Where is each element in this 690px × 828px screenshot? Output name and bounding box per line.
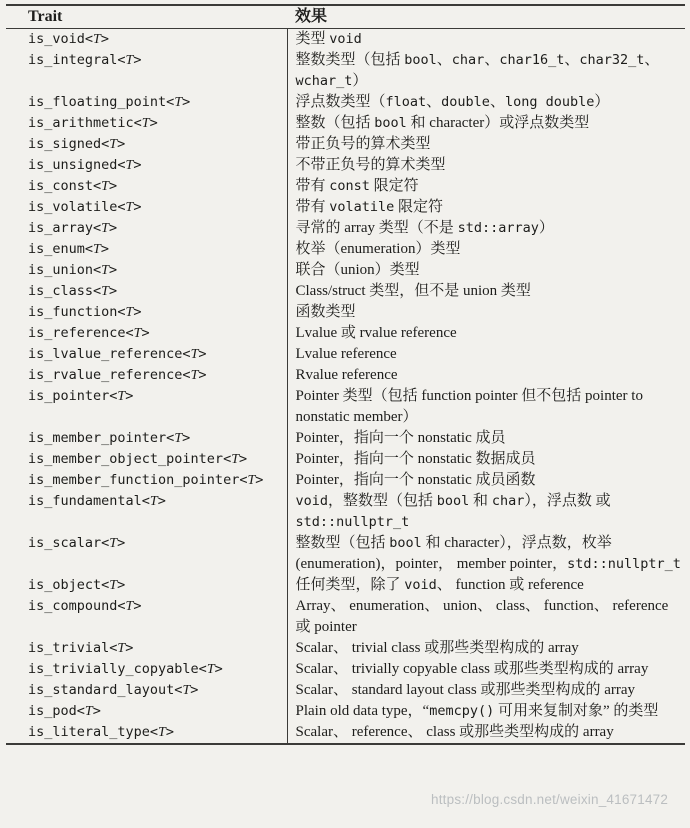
trait-cell: is_const<T>: [28, 178, 118, 194]
table-row: [6, 722, 685, 744]
trait-cell: is_member_function_pointer<T>: [28, 472, 264, 488]
effect-cell: 整数类型（包括 bool、char、char16_t、char32_t、wchar_t）: [287, 50, 685, 92]
table-header-row: [6, 5, 685, 29]
table-row: [6, 386, 685, 428]
trait-cell: is_class<T>: [28, 283, 118, 299]
table-row: [6, 344, 685, 365]
effect-cell: Scalar、 reference、 class 或那些类型构成的 array: [287, 722, 685, 744]
table-row: [6, 659, 685, 680]
trait-cell: is_rvalue_reference<T>: [28, 367, 207, 383]
type-traits-table: [6, 4, 685, 745]
table-row: [6, 134, 685, 155]
effect-cell: Lvalue 或 rvalue reference: [287, 323, 685, 344]
table-row: [6, 596, 685, 638]
effect-cell: 整数型（包括 bool 和 character），浮点数，枚举 (enumeration)，pointer， member pointer，std::nullptr_t: [287, 533, 685, 575]
table-row: [6, 239, 685, 260]
trait-cell: is_trivially_copyable<T>: [28, 661, 223, 677]
trait-cell: is_pointer<T>: [28, 388, 134, 404]
table-row: [6, 428, 685, 449]
trait-cell: is_unsigned<T>: [28, 157, 142, 173]
table-row: [6, 176, 685, 197]
effect-cell: 带有 const 限定符: [287, 176, 685, 197]
effect-cell: 枚举（enumeration）类型: [287, 239, 685, 260]
table-row: [6, 449, 685, 470]
effect-cell: Plain old data type，“memcpy() 可用来复制对象” 的类型: [287, 701, 685, 722]
csdn-watermark: https://blog.csdn.net/weixin_41671472: [431, 792, 669, 807]
trait-cell: is_floating_point<T>: [28, 94, 191, 110]
trait-cell: is_integral<T>: [28, 52, 142, 68]
effect-cell: 类型 void: [287, 29, 685, 51]
table-row: [6, 638, 685, 659]
trait-cell: is_trivial<T>: [28, 640, 134, 656]
trait-cell: is_fundamental<T>: [28, 493, 166, 509]
effect-cell: Class/struct 类型，但不是 union 类型: [287, 281, 685, 302]
table-row: [6, 491, 685, 533]
effect-cell: 不带正负号的算术类型: [287, 155, 685, 176]
trait-cell: is_enum<T>: [28, 241, 109, 257]
effect-cell: Array、 enumeration、 union、 class、 function、 reference 或 pointer: [287, 596, 685, 638]
trait-cell: is_pod<T>: [28, 703, 101, 719]
effect-cell: 整数（包括 bool 和 character）或浮点数类型: [287, 113, 685, 134]
trait-cell: is_reference<T>: [28, 325, 150, 341]
trait-cell: is_object<T>: [28, 577, 126, 593]
trait-cell: is_scalar<T>: [28, 535, 126, 551]
column-header-effect: 效果: [287, 5, 685, 29]
effect-cell: Pointer 类型（包括 function pointer 但不包括 pointer to nonstatic member）: [287, 386, 685, 428]
effect-cell: Pointer，指向一个 nonstatic 数据成员: [287, 449, 685, 470]
table-row: [6, 575, 685, 596]
effect-cell: Rvalue reference: [287, 365, 685, 386]
trait-cell: is_member_pointer<T>: [28, 430, 191, 446]
effect-cell: 函数类型: [287, 302, 685, 323]
trait-cell: is_lvalue_reference<T>: [28, 346, 207, 362]
effect-cell: 寻常的 array 类型（不是 std::array）: [287, 218, 685, 239]
effect-cell: 带有 volatile 限定符: [287, 197, 685, 218]
table-row: [6, 113, 685, 134]
table-row: [6, 92, 685, 113]
table-row: [6, 155, 685, 176]
trait-cell: is_literal_type<T>: [28, 724, 174, 740]
effect-cell: Scalar、 trivial class 或那些类型构成的 array: [287, 638, 685, 659]
trait-cell: is_arithmetic<T>: [28, 115, 158, 131]
table-row: [6, 365, 685, 386]
table-row: [6, 218, 685, 239]
trait-cell: is_union<T>: [28, 262, 118, 278]
trait-cell: is_standard_layout<T>: [28, 682, 199, 698]
table-row: [6, 50, 685, 92]
table-row: [6, 470, 685, 491]
traits-table-body: [6, 29, 685, 745]
table-row: [6, 533, 685, 575]
column-header-trait: Trait: [6, 5, 287, 29]
table-row: [6, 680, 685, 701]
table-row: [6, 323, 685, 344]
table-row: [6, 260, 685, 281]
table-row: [6, 29, 685, 51]
trait-cell: is_volatile<T>: [28, 199, 142, 215]
effect-cell: 任何类型，除了 void、 function 或 reference: [287, 575, 685, 596]
table-row: [6, 281, 685, 302]
effect-cell: 联合（union）类型: [287, 260, 685, 281]
effect-cell: Lvalue reference: [287, 344, 685, 365]
trait-cell: is_signed<T>: [28, 136, 126, 152]
effect-cell: 带正负号的算术类型: [287, 134, 685, 155]
table-row: [6, 701, 685, 722]
effect-cell: Scalar、 trivially copyable class 或那些类型构成的 array: [287, 659, 685, 680]
trait-cell: is_member_object_pointer<T>: [28, 451, 248, 467]
effect-cell: Pointer，指向一个 nonstatic 成员: [287, 428, 685, 449]
effect-cell: void，整数型（包括 bool 和 char），浮点数 或std::nullptr_t: [287, 491, 685, 533]
trait-cell: is_compound<T>: [28, 598, 142, 614]
trait-cell: is_function<T>: [28, 304, 142, 320]
trait-cell: is_array<T>: [28, 220, 118, 236]
trait-cell: is_void<T>: [28, 31, 109, 47]
effect-cell: Pointer，指向一个 nonstatic 成员函数: [287, 470, 685, 491]
effect-cell: Scalar、 standard layout class 或那些类型构成的 array: [287, 680, 685, 701]
table-row: [6, 197, 685, 218]
table-row: [6, 302, 685, 323]
effect-cell: 浮点数类型（float、double、long double）: [287, 92, 685, 113]
